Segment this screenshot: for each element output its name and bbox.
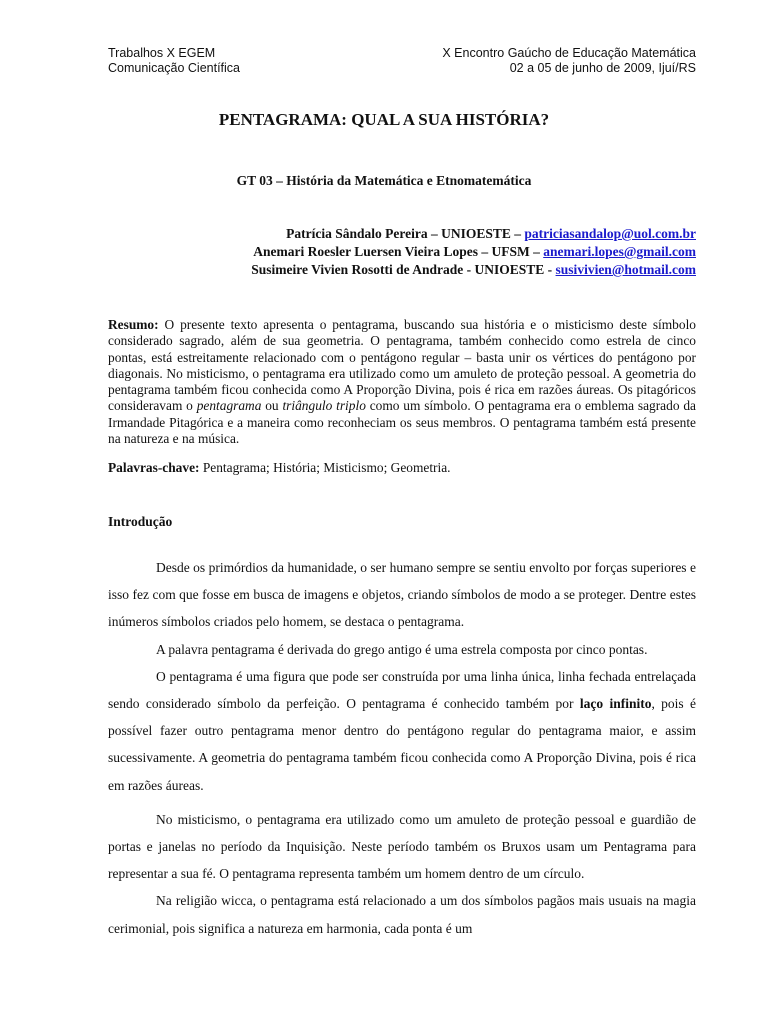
author-name: Patrícia Sândalo Pereira – UNIOESTE –: [286, 226, 525, 241]
author-list: [251, 225, 696, 279]
abstract-text: ou: [261, 398, 283, 414]
abstract-italic-term: triângulo triplo: [282, 398, 366, 414]
author-email-link[interactable]: susivivien@hotmail.com: [555, 262, 696, 277]
header-event-label: Trabalhos X EGEM: [108, 46, 216, 60]
paragraph-text: , pois é possível fazer outro pentagrama menor dentro do pentágono regular do pentagrama maior, e assim sucessivamente. A geometria do pentagrama também ficou conhecida como A Proporção Divina, pois é rica em razões áureas.: [108, 696, 697, 793]
paragraph: No misticismo, o pentagrama era utilizado como um amuleto de proteção pessoal e guardião de portas e janelas no período da Inquisição. Neste período também os Bruxos usam um Pentagrama para representar a sua fé. O pentagrama representa também um homem dentro de um círculo.: [108, 811, 696, 882]
author-name: Anemari Roesler Luersen Vieira Lopes – UFSM –: [253, 244, 544, 259]
abstract-text: O presente texto apresenta o pentagrama, buscando sua história e o misticismo deste símbolo considerado sagrado, além de sua geometria. O pentagrama, também conhecido como estrela de cinco pontas, está estreitamente relacionado com o pentágono regular – basta unir os vértices do pentágono por diagonais. No misticismo, o pentagrama era utilizado como um amuleto de proteção pessoal. A geometria do pentagrama também ficou conhecida como A Proporção Divina, pois é rica em razões áureas. Os pitagóricos consideravam o: [108, 317, 696, 414]
header-section-label: Comunicação Científica: [108, 61, 241, 75]
keywords-label: Palavras-chave:: [108, 460, 200, 475]
keywords-text: Pentagrama; História; Misticismo; Geometria.: [199, 460, 451, 475]
abstract-italic-term: pentagrama: [196, 398, 262, 414]
paper-title: PENTAGRAMA: QUAL A SUA HISTÓRIA?: [218, 110, 550, 129]
working-group: GT 03 – História da Matemática e Etnomatemática: [236, 173, 532, 188]
paragraph: Na religião wicca, o pentagrama está relacionado a um dos símbolos pagãos mais usuais na magia cerimonial, pois significa a natureza em harmonia, cada ponta é um: [108, 893, 696, 936]
paragraph: A palavra pentagrama é derivada do grego antigo é uma estrela composta por cinco pontas.: [156, 641, 648, 657]
paragraph: Desde os primórdios da humanidade, o ser humano sempre se sentiu envolto por forças superiores e isso fez com que fosse em busca de imagens e objetos, criando símbolos de modo a se proteger. Dentre estes inúmeros símbolos criados pelo homem, se destaca o pentagrama.: [108, 560, 696, 630]
author-line: [251, 261, 696, 279]
abstract-label: Resumo:: [108, 317, 159, 332]
running-header-left: [108, 46, 240, 76]
author-line: [251, 225, 696, 243]
abstract-text: como um símbolo. O pentagrama era o emblema sagrado da Irmandade Pitagórica e a maneira como reconheciam os seus membros. O pentagrama também está presente na natureza e na música.: [108, 398, 696, 447]
section-heading-introduction: Introdução: [108, 514, 173, 529]
author-email-link[interactable]: anemari.lopes@gmail.com: [543, 244, 696, 259]
author-email-link[interactable]: patriciasandalop@uol.com.br: [524, 226, 696, 241]
body-text: [108, 554, 696, 942]
header-conference-name: X Encontro Gaúcho de Educação Matemática: [442, 46, 696, 60]
running-header-right: [442, 46, 696, 76]
paragraph-text: O pentagrama é uma figura que pode ser construída por uma linha única, linha fechada entrelaçada sendo considerado símbolo da perfeição. O pentagrama é conhecido também por: [108, 668, 696, 712]
keywords: [108, 460, 696, 476]
paragraph: [108, 663, 696, 799]
author-name: Susimeire Vivien Rosotti de Andrade - UNIOESTE -: [251, 262, 556, 277]
paragraph-bold-term: laço infinito: [579, 696, 652, 712]
header-conference-date: 02 a 05 de junho de 2009, Ijuí/RS: [509, 61, 696, 75]
author-line: [251, 243, 696, 261]
abstract: [108, 317, 696, 447]
